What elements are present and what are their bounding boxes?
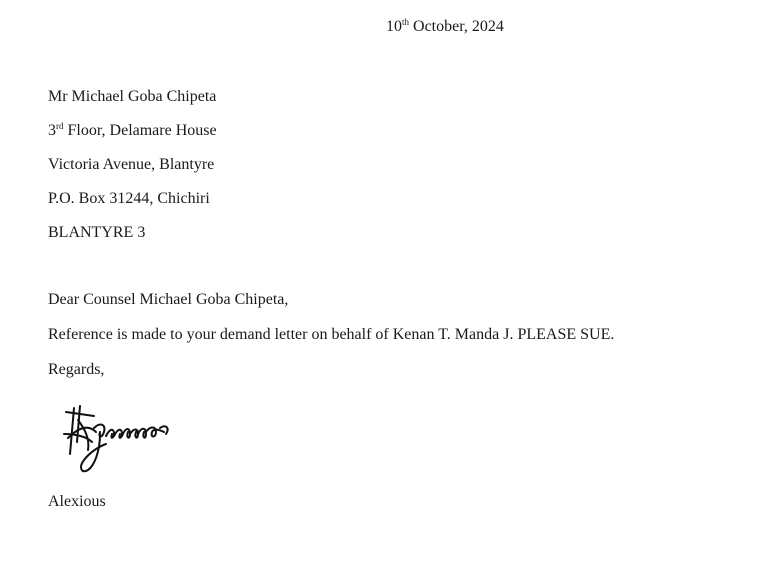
signer-name: Alexious [48, 493, 106, 510]
recipient-street: Victoria Avenue, Blantyre [48, 156, 215, 173]
reference-paragraph: Reference is made to your demand letter on behalf of Kenan T. Manda J. PLEASE SUE. [48, 326, 615, 343]
salutation: Dear Counsel Michael Goba Chipeta, [48, 291, 289, 308]
letter-date [386, 18, 504, 36]
date-day: 10 [386, 18, 402, 35]
floor-ordinal: rd [56, 121, 64, 131]
recipient-city: BLANTYRE 3 [48, 224, 146, 241]
floor-rest: Floor, Delamare House [63, 122, 217, 139]
recipient-po-box: P.O. Box 31244, Chichiri [48, 190, 210, 207]
recipient-floor [48, 122, 217, 156]
closing: Regards, [48, 361, 105, 378]
handwritten-signature [60, 398, 180, 478]
date-rest: October, 2024 [409, 18, 504, 35]
recipient-name: Mr Michael Goba Chipeta [48, 88, 217, 105]
date-ordinal: th [402, 17, 410, 27]
floor-number: 3 [48, 122, 56, 139]
letter-body [48, 291, 614, 396]
recipient-address [48, 88, 217, 258]
